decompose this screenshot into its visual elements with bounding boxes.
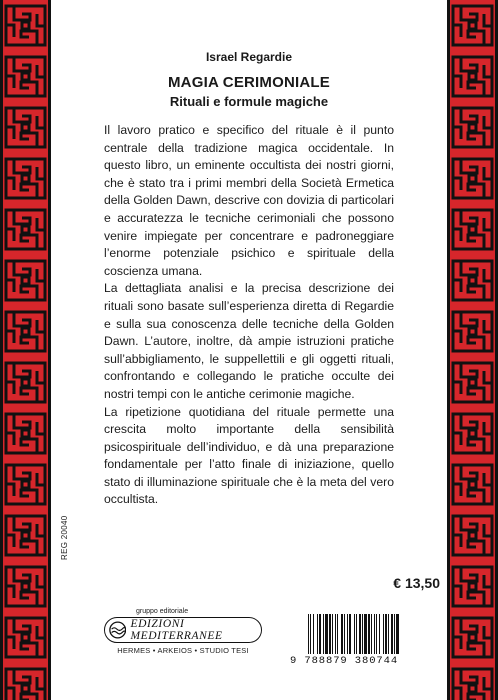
book-header — [51, 50, 447, 109]
barcode-bar — [344, 614, 345, 654]
blurb-paragraph: Il lavoro pratico e specifico del rituale è il punto centrale della tradizione magica occidentale. In questo libro, un eminente occultista dei nostri giorni, che è stato tra i primi membri della Società Ermetica della Golden Dawn, descrive con dovizia di particolari e accuratezza le tecniche cerimoniali che possono venire impiegate per concentrare e padroneggiare l’enorme potenziale psichico e spirituale della coscienza umana. — [104, 123, 394, 278]
barcode-bar — [388, 614, 389, 654]
barcode-bar — [383, 614, 384, 654]
catalog-code: REG 20040 — [60, 515, 69, 560]
book-title: MAGIA CERIMONIALE — [167, 74, 330, 91]
barcode-bar — [325, 614, 328, 654]
right-greek-key-border — [447, 0, 498, 700]
barcode-bar — [371, 614, 372, 654]
isbn-number: 9 788879 380744 — [290, 655, 399, 667]
barcode-bar — [379, 614, 380, 654]
barcode-bar — [349, 614, 351, 654]
barcode-bar — [332, 614, 333, 654]
barcode-bar — [323, 614, 324, 654]
barcode-bar — [317, 614, 318, 654]
barcode-bar — [319, 614, 321, 654]
barcode-bar — [356, 614, 357, 654]
publisher-logo — [104, 617, 262, 643]
blurb-paragraph: La ripetizione quotidiana del rituale permette una crescita molto importante della sensibilità psicospirituale dell’individuo, e dà una preparazione fondamentale per l’atto finale di iniziazione, quello stato di illuminazione spirituale che è la meta del vero occultista. — [104, 404, 394, 507]
barcode-bar — [396, 614, 399, 654]
publisher-name: EDIZIONI MEDITERRANEE — [130, 618, 223, 642]
barcode-bar — [354, 614, 355, 654]
barcode-bar — [310, 614, 311, 654]
isbn-barcode — [306, 614, 436, 654]
publisher-block — [104, 608, 262, 655]
barcode-bar — [374, 614, 375, 654]
publisher-imprints: HERMES • ARKEIOS • STUDIO TESI — [117, 646, 249, 655]
barcode-bar — [376, 614, 377, 654]
barcode-bar — [394, 614, 395, 654]
blurb-paragraph: La dettagliata analisi e la precisa descrizione dei rituali sono basate sull’esperienza diretta di Regardie e sulla sua conoscenza delle tecniche della Golden Dawn. L’autore, inoltre, dà ampie istruzioni pratiche sull’abbigliamento, le suppellettili e gli oggetti rituali, confrontando e collegando le pratiche occulte dei nostri tempi con le antiche cerimonie magiche. — [104, 281, 394, 401]
barcode-bar — [313, 614, 314, 654]
publisher-group-label: gruppo editoriale — [136, 608, 189, 615]
barcode-bar — [359, 614, 361, 654]
barcode-bar — [335, 614, 336, 654]
barcode-bar — [368, 614, 370, 654]
barcode-bar — [308, 614, 309, 654]
barcode-bar — [341, 614, 343, 654]
back-cover-blurb — [104, 122, 394, 509]
barcode-bar — [347, 614, 348, 654]
book-subtitle: Rituali e formule magiche — [169, 94, 329, 109]
price-label: € 13,50 — [393, 575, 440, 591]
barcode-bar — [329, 614, 331, 654]
barcode-bar — [391, 614, 393, 654]
barcode-bar — [362, 614, 363, 654]
barcode-bar — [385, 614, 387, 654]
author-name: Israel Regardie — [205, 50, 293, 64]
wave-circle-icon — [109, 620, 126, 640]
left-greek-key-border — [0, 0, 51, 700]
barcode-bar — [337, 614, 338, 654]
barcode-bar — [364, 614, 367, 654]
